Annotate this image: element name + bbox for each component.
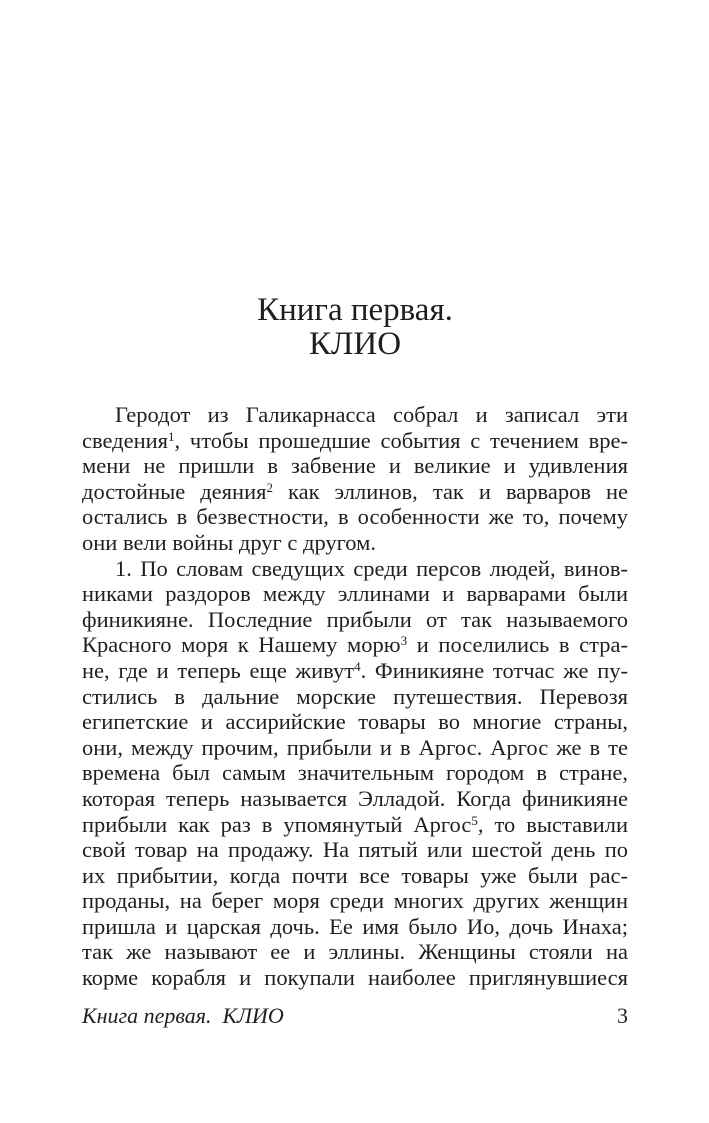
text-line: времена был самым значительным городом в стране, bbox=[82, 760, 628, 786]
chapter-title: КЛИО bbox=[308, 326, 402, 362]
body-text bbox=[82, 402, 628, 991]
text-line: проданы, на берег моря среди многих других женщин bbox=[82, 888, 628, 914]
book-title: Книга первая. bbox=[257, 292, 453, 328]
page-number: 3 bbox=[617, 1003, 628, 1028]
running-title: Книга первая. КЛИО bbox=[82, 1003, 284, 1028]
text-line: они, между прочим, прибыли и в Аргос. Аргос же в те bbox=[82, 734, 628, 760]
text-line: Красного моря к Нашему морю$^3$ и поселились в стра- bbox=[82, 632, 629, 658]
text-line: пришла и царская дочь. Ее имя было Ио, дочь Инаха; bbox=[82, 913, 628, 939]
text-line: так же называют ее и эллины. Женщины стояли на bbox=[82, 939, 628, 965]
text-line: прибыли как раз в упомянутый Аргос$^5$, то выставили bbox=[82, 811, 628, 837]
text-line: никами раздоров между эллинами и варварами были bbox=[82, 581, 628, 607]
text-line: их прибытии, когда почти все товары уже были рас- bbox=[82, 862, 628, 888]
page-footer bbox=[82, 1003, 628, 1028]
text-line: египетские и ассирийские товары во многие страны, bbox=[82, 709, 628, 735]
text-line: стились в дальние морские путешествия. Перевозя bbox=[82, 683, 628, 709]
footnote-ref: 4 bbox=[354, 658, 361, 674]
footnote-ref: 2 bbox=[266, 479, 273, 495]
text-line: корме корабля и покупали наиболее приглянувшиеся bbox=[82, 965, 628, 991]
footnote-ref: 3 bbox=[400, 633, 408, 649]
text-line: финикияне. Последние прибыли от так называемого bbox=[82, 606, 628, 632]
text-line: мени не пришли в забвение и великие и удивления bbox=[82, 453, 628, 479]
chapter-heading bbox=[82, 293, 628, 361]
text-line: не, где и теперь еще живут$^4$. Финикияне тотчас же пу- bbox=[82, 657, 628, 683]
text-line: свой товар на продажу. На пятый или шестой день по bbox=[82, 837, 628, 863]
text-line: они вели войны друг с другом. bbox=[82, 529, 376, 555]
text-line: сведения$^1$, чтобы прошедшие события с течением вре- bbox=[82, 427, 628, 453]
text-line: остались в безвестности, в особенности же то, почему bbox=[82, 504, 628, 530]
text-line: которая теперь называется Элладой. Когда финикияне bbox=[82, 785, 628, 811]
text-line: Геродот из Галикарнасса собрал и записал эти bbox=[115, 402, 628, 427]
text-line: 1. По словам сведущих среди персов людей, винов- bbox=[115, 555, 628, 581]
footnote-ref: 5 bbox=[471, 812, 478, 828]
footnote-ref: 1 bbox=[168, 428, 175, 444]
text-line: достойные деяния$^2$ как эллинов, так и варваров не bbox=[82, 478, 628, 504]
